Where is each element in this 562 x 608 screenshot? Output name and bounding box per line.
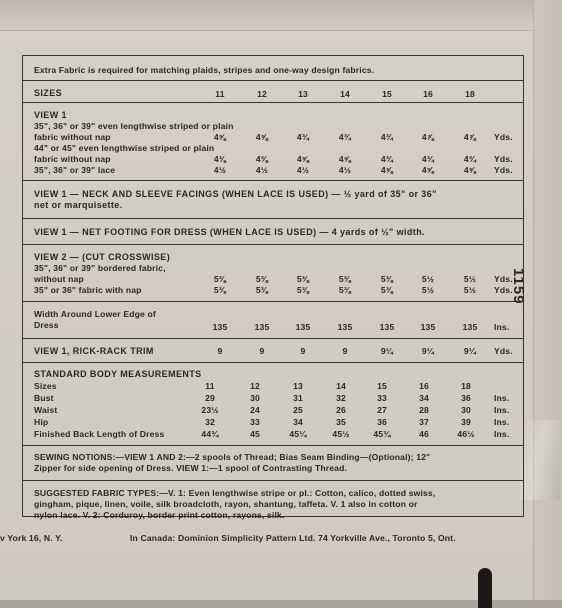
yardage-cell: 5⅜	[296, 285, 310, 295]
yardage-cell: 5½	[421, 285, 435, 295]
measure-cell: 13	[293, 381, 303, 391]
fabric-types-line-3: nylon lace. V. 2: Corduroy, border print cotton, rayons, silk.	[34, 510, 285, 520]
divider	[22, 362, 524, 363]
rickrack-cell: 9¼	[380, 346, 394, 356]
width-cell: 135	[212, 322, 228, 332]
measure-cell: 35	[336, 417, 346, 427]
divider	[22, 480, 524, 481]
row-label: Sizes	[34, 381, 57, 391]
width-cell: 135	[337, 322, 353, 332]
yardage-cell: 5⅜	[255, 274, 269, 284]
yardage-cell: 4⅝	[380, 165, 394, 175]
unit-label: Yds.	[494, 274, 513, 284]
measure-cell: 30	[250, 393, 260, 403]
yardage-cell: 4¾	[296, 132, 310, 142]
measure-cell: 28	[419, 405, 429, 415]
unit-label: Yds.	[494, 132, 513, 142]
unit-label: Yds.	[494, 154, 513, 164]
divider	[22, 180, 524, 181]
measure-cell: 45½	[332, 429, 350, 439]
width-cell: 135	[462, 322, 478, 332]
size-cell: 16	[423, 89, 433, 99]
row-label: Finished Back Length of Dress	[34, 429, 165, 439]
rickrack-cell: 9¼	[463, 346, 477, 356]
unit-label: Ins.	[494, 429, 510, 439]
paper-crease	[520, 420, 560, 500]
yardage-cell: 4¾	[338, 132, 352, 142]
width-cell: 135	[420, 322, 436, 332]
yardage-cell: 5⅜	[296, 274, 310, 284]
yardage-cell: 5½	[421, 274, 435, 284]
width-cell: 135	[295, 322, 311, 332]
measure-cell: 26	[336, 405, 346, 415]
measure-cell: 32	[336, 393, 346, 403]
yardage-cell: 4⅝	[296, 154, 310, 164]
body-measurements-title: STANDARD BODY MEASUREMENTS	[34, 369, 202, 379]
unit-label: Yds.	[494, 285, 513, 295]
net-footing-line: VIEW 1 — NET FOOTING FOR DRESS (WHEN LACE IS USED) — 4 yards of ½" width.	[34, 227, 425, 237]
row-label: 35" or 36" fabric with nap	[34, 285, 142, 295]
size-cell: 14	[340, 89, 350, 99]
sewing-notions-line-1: SEWING NOTIONS:—VIEW 1 AND 2:—2 spools of Thread; Bias Seam Binding—(Optional); 12"	[34, 452, 431, 462]
measure-cell: 31	[293, 393, 303, 403]
intro-note: Extra Fabric is required for matching plaids, stripes and one-way design fabrics.	[34, 65, 375, 75]
pattern-number: 1159	[510, 268, 527, 305]
yardage-cell: 4¾	[380, 132, 394, 142]
yardage-cell: 5⅜	[338, 274, 352, 284]
sewing-notions-line-2: Zipper for side opening of Dress. VIEW 1:—1 spool of Contrasting Thread.	[34, 463, 348, 473]
divider	[22, 102, 524, 103]
yardage-cell: 5⅜	[255, 285, 269, 295]
yardage-cell: 5⅜	[338, 285, 352, 295]
yardage-cell: 5½	[463, 274, 477, 284]
yardage-cell: 4¾	[421, 154, 435, 164]
row-label: Dress	[34, 320, 59, 330]
row-label: 35", 36" or 39" bordered fabric,	[34, 263, 166, 273]
row-label: Width Around Lower Edge of	[34, 309, 156, 319]
measure-cell: 29	[205, 393, 215, 403]
rickrack-label: VIEW 1, RICK-RACK TRIM	[34, 346, 154, 356]
dark-mark	[478, 568, 492, 608]
unit-label: Ins.	[494, 393, 510, 403]
measure-cell: 33	[250, 417, 260, 427]
yardage-cell: 5⅜	[213, 274, 227, 284]
yardage-cell: 5⅜	[380, 285, 394, 295]
yardage-cell: 4½	[338, 165, 352, 175]
rickrack-cell: 9¼	[421, 346, 435, 356]
yardage-cell: 4¾	[380, 154, 394, 164]
sizes-header-label: SIZES	[34, 88, 63, 98]
measure-cell: 33	[377, 393, 387, 403]
yardage-cell: 5⅜	[213, 285, 227, 295]
footer-address: v York 16, N. Y.	[0, 533, 63, 543]
size-cell: 12	[257, 89, 267, 99]
yardage-cell: 4⅝	[255, 132, 269, 142]
yardage-cell: 4⅞	[421, 132, 435, 142]
footer-canada-address: In Canada: Dominion Simplicity Pattern Ltd. 74 Yorkville Ave., Toronto 5, Ont.	[130, 533, 456, 543]
facings-line-2: net or marquisette.	[34, 200, 123, 210]
rickrack-cell: 9	[217, 346, 223, 356]
rickrack-cell: 9	[300, 346, 306, 356]
divider	[22, 445, 524, 446]
row-label: without nap	[34, 274, 84, 284]
yardage-cell: 4⅝	[421, 165, 435, 175]
unit-label: Yds.	[494, 346, 513, 356]
measure-cell: 46	[419, 429, 429, 439]
unit-label: Ins.	[494, 405, 510, 415]
measure-cell: 45¼	[289, 429, 307, 439]
row-label: 44" or 45" even lengthwise striped or plain	[34, 143, 215, 153]
measure-cell: 23½	[201, 405, 219, 415]
measure-cell: 36	[377, 417, 387, 427]
yardage-cell: 4⅝	[213, 132, 227, 142]
rickrack-cell: 9	[259, 346, 265, 356]
view1-title: VIEW 1	[34, 110, 67, 120]
measure-cell: 34	[419, 393, 429, 403]
measure-cell: 45	[250, 429, 260, 439]
facings-line-1: VIEW 1 — NECK AND SLEEVE FACINGS (WHEN LACE IS USED) — ½ yard of 35" or 36"	[34, 189, 437, 199]
measure-cell: 24	[250, 405, 260, 415]
measure-cell: 25	[293, 405, 303, 415]
size-cell: 15	[382, 89, 392, 99]
measure-cell: 36	[461, 393, 471, 403]
unit-label: Ins.	[494, 417, 510, 427]
size-cell: 11	[215, 89, 225, 99]
measure-cell: 27	[377, 405, 387, 415]
measure-cell: 11	[205, 381, 215, 391]
row-label: Bust	[34, 393, 54, 403]
measure-cell: 46½	[457, 429, 475, 439]
divider	[22, 338, 524, 339]
yardage-cell: 4¾	[463, 154, 477, 164]
rickrack-cell: 9	[342, 346, 348, 356]
size-cell: 18	[465, 89, 475, 99]
measure-cell: 44¾	[201, 429, 219, 439]
row-label: fabric without nap	[34, 132, 111, 142]
unit-label: Ins.	[494, 322, 510, 332]
divider	[22, 80, 524, 81]
measure-cell: 34	[293, 417, 303, 427]
yardage-cell: 4⅝	[463, 165, 477, 175]
measure-cell: 14	[336, 381, 346, 391]
yardage-cell: 5⅜	[380, 274, 394, 284]
measure-cell: 12	[250, 381, 260, 391]
view2-title: VIEW 2 — (CUT CROSSWISE)	[34, 252, 171, 262]
yardage-cell: 4⅜	[255, 154, 269, 164]
row-label: 35", 36" or 39" even lengthwise striped or plain	[34, 121, 234, 131]
yardage-cell: 5½	[463, 285, 477, 295]
measure-cell: 37	[419, 417, 429, 427]
fabric-types-line-1: SUGGESTED FABRIC TYPES:—V. 1: Even lengthwise stripe or pl.: Cotton, calico, dotted swiss,	[34, 488, 436, 498]
divider	[22, 244, 524, 245]
width-cell: 135	[379, 322, 395, 332]
row-label: Waist	[34, 405, 58, 415]
width-cell: 135	[254, 322, 270, 332]
yardage-cell: 4⅝	[338, 154, 352, 164]
measure-cell: 30	[461, 405, 471, 415]
measure-cell: 18	[461, 381, 471, 391]
fabric-types-line-2: gingham, pique, linen, voile, silk broadcloth, rayon, shantung, taffeta. V. 1 also in cotton or	[34, 499, 418, 509]
measure-cell: 16	[419, 381, 429, 391]
divider	[22, 218, 524, 219]
yardage-cell: 4⅞	[463, 132, 477, 142]
divider	[22, 301, 524, 302]
measure-cell: 32	[205, 417, 215, 427]
measure-cell: 45¾	[373, 429, 391, 439]
unit-label: Yds.	[494, 165, 513, 175]
row-label: Hip	[34, 417, 49, 427]
yardage-cell: 4½	[296, 165, 310, 175]
measure-cell: 39	[461, 417, 471, 427]
size-cell: 13	[298, 89, 308, 99]
row-label: 35", 36" or 39" lace	[34, 165, 116, 175]
yardage-cell: 4½	[255, 165, 269, 175]
row-label: fabric without nap	[34, 154, 111, 164]
envelope-top-flap	[0, 0, 562, 31]
yardage-cell: 4½	[213, 165, 227, 175]
measure-cell: 15	[377, 381, 387, 391]
envelope-right-edge	[533, 0, 562, 600]
yardage-cell: 4⅜	[213, 154, 227, 164]
